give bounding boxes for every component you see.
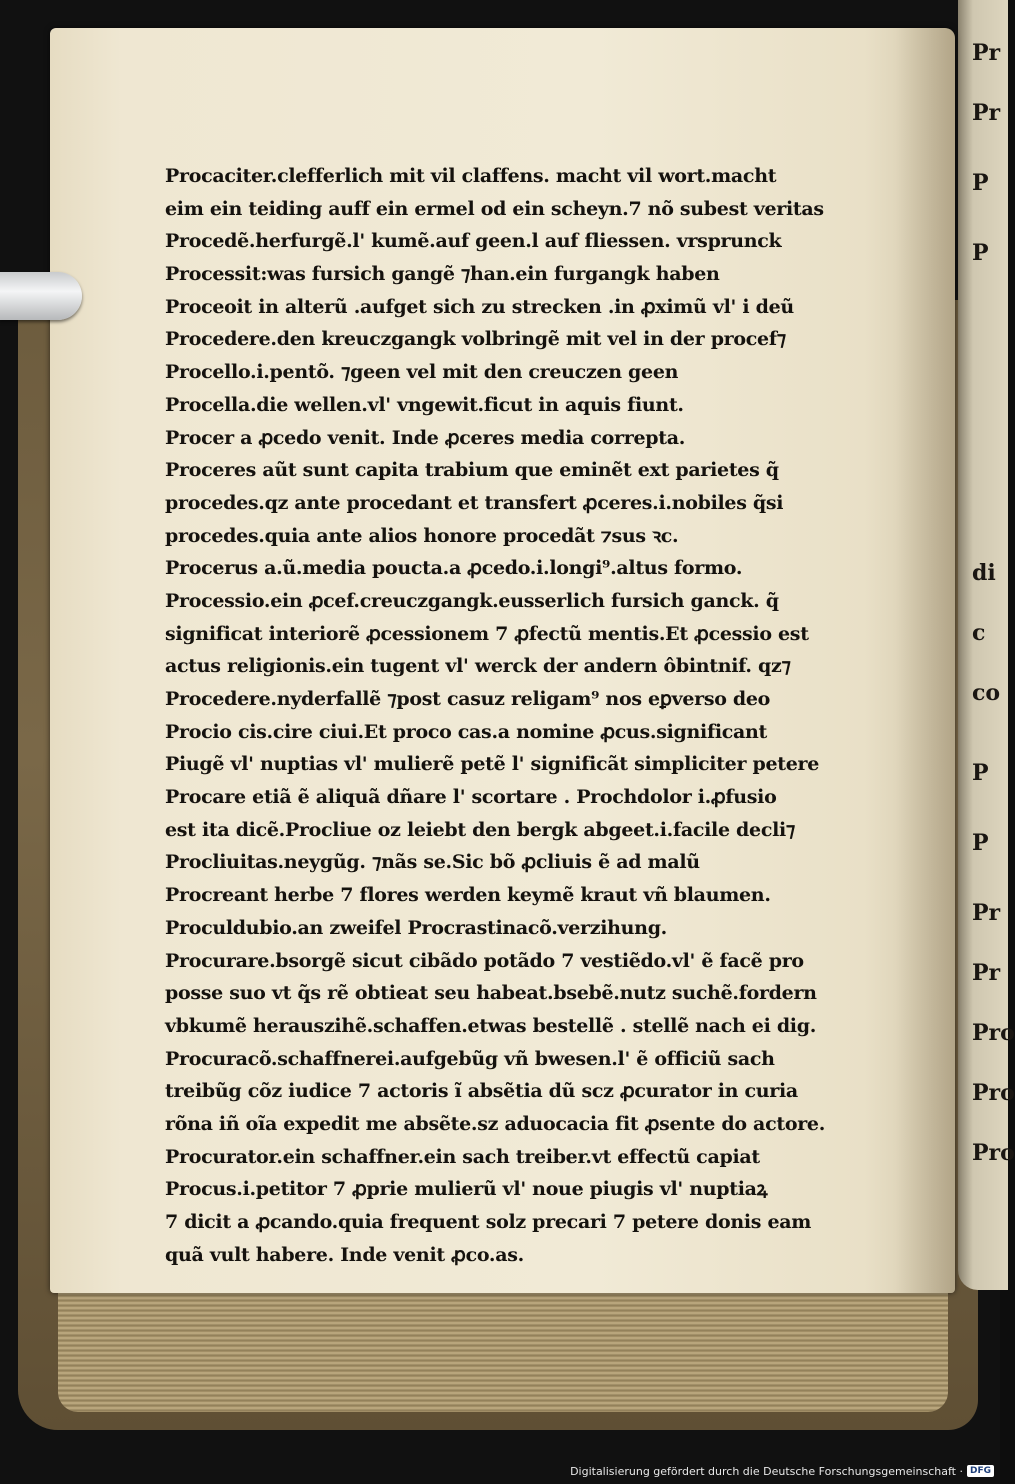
text-line: Procreant herbe 7 flores werden keymẽ kraut vñ blaumen. [165,884,771,907]
text-column [165,160,855,1271]
text-line: Procedẽ.herfurgẽ.l' kumẽ.auf geen.l auf fliessen. vrsprunck [165,230,782,253]
text-line: Procliuitas.neygũg. ⁊nãs se.Sic bõ ꝓcliuis ẽ ad malũ [165,851,700,874]
text-line: Procaciter.clefferlich mit vil claffens. macht vil wort.macht [165,165,777,187]
facing-page-fragment: Pr [972,960,1001,986]
text-line: Procurare.bsorgẽ sicut cibãdo potãdo 7 vestiẽdo.vl' ẽ facẽ pro [165,949,804,972]
text-line: Piugẽ vl' nuptias vl' mulierẽ petẽ l' significãt simpliciter petere [165,753,820,776]
text-line: Procare etiã ẽ aliquã dñare l' scortare . Prochdolor i.ꝓfusio [165,786,777,809]
text-line: rõna iñ oĩa expedit me absẽte.sz aduocacia fit ꝓsente do actore. [165,1112,826,1135]
text-line: Proceres aũt sunt capita trabium que eminẽt ext parietes q̃ [165,459,779,482]
text-line: eim ein teiding auff ein ermel od ein scheyn.7 nõ subest veritas [165,197,824,220]
funding-notice: Digitalisierung gefördert durch die Deutsche Forschungsgemeinschaft · [570,1464,963,1478]
text-line: 7 dicit a ꝓcando.quia frequent solz precari 7 petere donis eam [165,1211,812,1233]
text-line: Procus.i.petitor 7 ꝓprie mulierũ vl' noue piugis vl' nuptiaꝝ [165,1178,768,1201]
facing-page-fragment: c [972,620,986,646]
text-line: Procedere.den kreuczgangk volbringẽ mit vel in der procef⁊ [165,328,786,351]
text-line: significat interiorẽ ꝓcessionem 7 ꝓfectũ mentis.Et ꝓcessio est [165,622,809,645]
text-line: actus religionis.ein tugent vl' werck der andern ôbintnif. qz⁊ [165,655,791,678]
text-line: Procella.die wellen.vl' vngewit.ficut in aquis fiunt. [165,393,684,416]
page-gutter-shadow [895,28,955,1293]
text-line: vbkumẽ herauszihẽ.schaffen.etwas bestellẽ . stellẽ nach ei dig. [165,1014,817,1037]
facing-page-fragment: Pr [972,40,1001,66]
text-line: Procio cis.cire ciui.Et proco cas.a nomine ꝓcus.significant [165,720,768,743]
text-line: Procurator.ein schaffner.ein sach treiber.vt effectũ capiat [165,1145,760,1168]
text-line: Procer a ꝓcedo venit. Inde ꝓceres media correpta. [165,426,686,449]
text-line: quã vult habere. Inde venit ꝓco.as. [165,1243,524,1266]
text-line: posse suo vt q̃s rẽ obtieat seu habeat.bsebẽ.nutz suchẽ.fordern [165,982,817,1005]
facing-page [958,0,1015,1290]
facing-page-fragment: Pr [972,900,1001,926]
page-edges [58,1282,948,1412]
text-line: Procuracõ.schaffnerei.aufgebũg vñ bwesen.l' ẽ officiũ sach [165,1047,775,1070]
facing-page-fragment: Pro [972,1140,1015,1166]
facing-page-fragment: Pr [972,100,1001,126]
text-line: Processit:was fursich gangẽ ⁊han.ein furgangk haben [165,263,720,286]
facing-page-fragment: P [972,760,989,786]
page-clip [0,272,82,320]
text-line: treibũg cõz iudice 7 actoris ĩ absẽtia dũ scz ꝓcurator in curia [165,1080,798,1103]
facing-page-fragment: P [972,240,989,266]
text-line: procedes.quia ante alios honore procedãt ⁊sus ꝛc. [165,524,679,547]
text-line: Processio.ein ꝓcef.creuczgangk.eusserlich fursich ganck. q̃ [165,589,779,612]
facing-page-fragment: Pro [972,1080,1015,1106]
facing-page-fragment: Pro [972,1020,1015,1046]
text-line: Procello.i.pentõ. ⁊geen vel mit den creuczen geen [165,361,679,384]
text-line: Proculdubio.an zweifel Procrastinacõ.verzihung. [165,916,667,939]
text-line: Procedere.nyderfallẽ ⁊post casuz religam⁹ nos eꝑverso deo [165,688,771,710]
footer [570,1462,994,1480]
text-line: procedes.qz ante procedant et transfert ꝓceres.i.nobiles q̃si [165,491,784,514]
text-line: Procerus a.ũ.media poucta.a ꝓcedo.i.longi⁹.altus formo. [165,557,743,580]
text-line: est ita dicẽ.Procliue oz leiebt den bergk abgeet.i.facile decli⁊ [165,818,796,841]
text-line: Proceoit in alterũ .aufget sich zu strecken .in ꝓximũ vl' i deũ [165,295,794,318]
facing-page-fragment: P [972,830,989,856]
facing-page-fragment: P [972,170,989,196]
facing-page-fragment: co [972,680,1001,706]
facing-page-fragment: di [972,560,996,586]
dfg-logo: DFG [967,1465,994,1477]
